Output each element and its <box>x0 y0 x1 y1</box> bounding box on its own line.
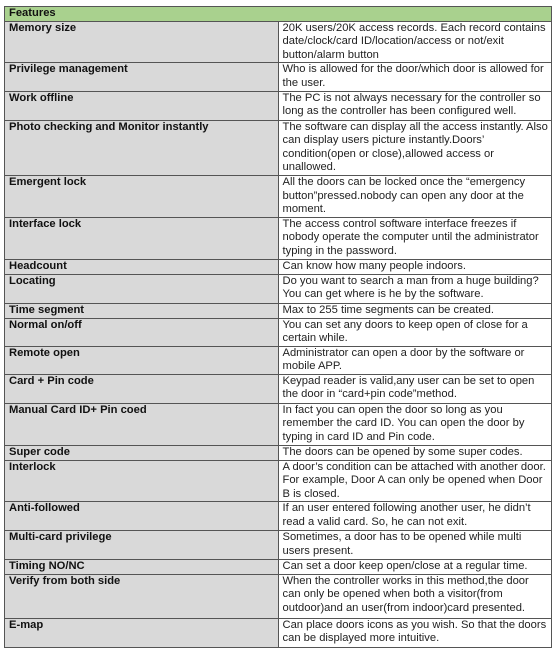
feature-description: Keypad reader is valid,any user can be set to open the door in “card+pin code”method. <box>278 374 552 403</box>
table-row <box>5 318 552 346</box>
table-row <box>5 91 552 120</box>
feature-name: Normal on/off <box>5 318 279 346</box>
feature-description: In fact you can open the door so long as you remember the card ID. You can open the door by typing in card ID and Pin code. <box>278 403 552 445</box>
feature-description: Administrator can open a door by the software or mobile APP. <box>278 346 552 374</box>
table-row <box>5 346 552 374</box>
table-row <box>5 63 552 91</box>
features-table <box>4 6 552 648</box>
feature-description: Can set a door keep open/close at a regular time. <box>278 559 552 574</box>
table-row <box>5 559 552 574</box>
feature-description: Can place doors icons as you wish. So that the doors can be displayed more intuitive. <box>278 618 552 647</box>
table-row <box>5 574 552 618</box>
feature-name: Locating <box>5 274 279 303</box>
features-table-body <box>5 21 552 647</box>
feature-description: The PC is not always necessary for the controller so long as the controller has been configured well. <box>278 91 552 120</box>
table-row <box>5 502 552 531</box>
table-row <box>5 531 552 559</box>
table-title: Features <box>5 7 552 22</box>
table-row <box>5 21 552 63</box>
feature-name: Headcount <box>5 259 279 274</box>
feature-description: The software can display all the access instantly. Also can display users picture instantly.Doors’ condition(open or close),allowed access or unallowed. <box>278 120 552 175</box>
feature-description: The doors can be opened by some super codes. <box>278 445 552 460</box>
feature-description: Who is allowed for the door/which door is allowed for the user. <box>278 63 552 91</box>
feature-description: Do you want to search a man from a huge building?You can get where is he by the software. <box>278 274 552 303</box>
feature-description: You can set any doors to keep open of close for a certain while. <box>278 318 552 346</box>
feature-description: Sometimes, a door has to be opened while multi users present. <box>278 531 552 559</box>
feature-description: Can know how many people indoors. <box>278 259 552 274</box>
feature-description: A door’s condition can be attached with another door. For example, Door A can only be opened when Door B is closed. <box>278 460 552 502</box>
feature-name: Remote open <box>5 346 279 374</box>
table-row <box>5 618 552 647</box>
feature-name: Interlock <box>5 460 279 502</box>
feature-name: Anti-followed <box>5 502 279 531</box>
table-header-row <box>5 7 552 22</box>
feature-name: Multi-card privilege <box>5 531 279 559</box>
feature-name: Verify from both side <box>5 574 279 618</box>
feature-description: If an user entered following another user, he didn’t read a valid card. So, he can not exit. <box>278 502 552 531</box>
feature-name: Work offline <box>5 91 279 120</box>
table-row <box>5 217 552 259</box>
feature-name: Super code <box>5 445 279 460</box>
table-row <box>5 175 552 217</box>
feature-description: Max to 255 time segments can be created. <box>278 303 552 318</box>
feature-name: E-map <box>5 618 279 647</box>
feature-description: When the controller works in this method,the door can only be opened when both a visitor(from outdoor)and an user(from indoor)card presented. <box>278 574 552 618</box>
feature-name: Manual Card ID+ Pin coed <box>5 403 279 445</box>
feature-name: Privilege management <box>5 63 279 91</box>
feature-name: Memory size <box>5 21 279 63</box>
table-row <box>5 259 552 274</box>
feature-name: Emergent lock <box>5 175 279 217</box>
feature-name: Card + Pin code <box>5 374 279 403</box>
table-row <box>5 460 552 502</box>
table-row <box>5 445 552 460</box>
feature-name: Interface lock <box>5 217 279 259</box>
feature-description: All the doors can be locked once the “emergency button”pressed.nobody can open any door at the moment. <box>278 175 552 217</box>
table-row <box>5 120 552 175</box>
features-table-container <box>4 6 552 648</box>
table-row <box>5 374 552 403</box>
feature-description: 20K users/20K access records. Each record contains date/clock/card ID/location/access or not/exit button/alarm button <box>278 21 552 63</box>
feature-name: Timing NO/NC <box>5 559 279 574</box>
feature-name: Time segment <box>5 303 279 318</box>
table-row <box>5 303 552 318</box>
feature-description: The access control software interface freezes if nobody operate the computer until the administrator typing in the password. <box>278 217 552 259</box>
table-row <box>5 274 552 303</box>
feature-name: Photo checking and Monitor instantly <box>5 120 279 175</box>
table-row <box>5 403 552 445</box>
